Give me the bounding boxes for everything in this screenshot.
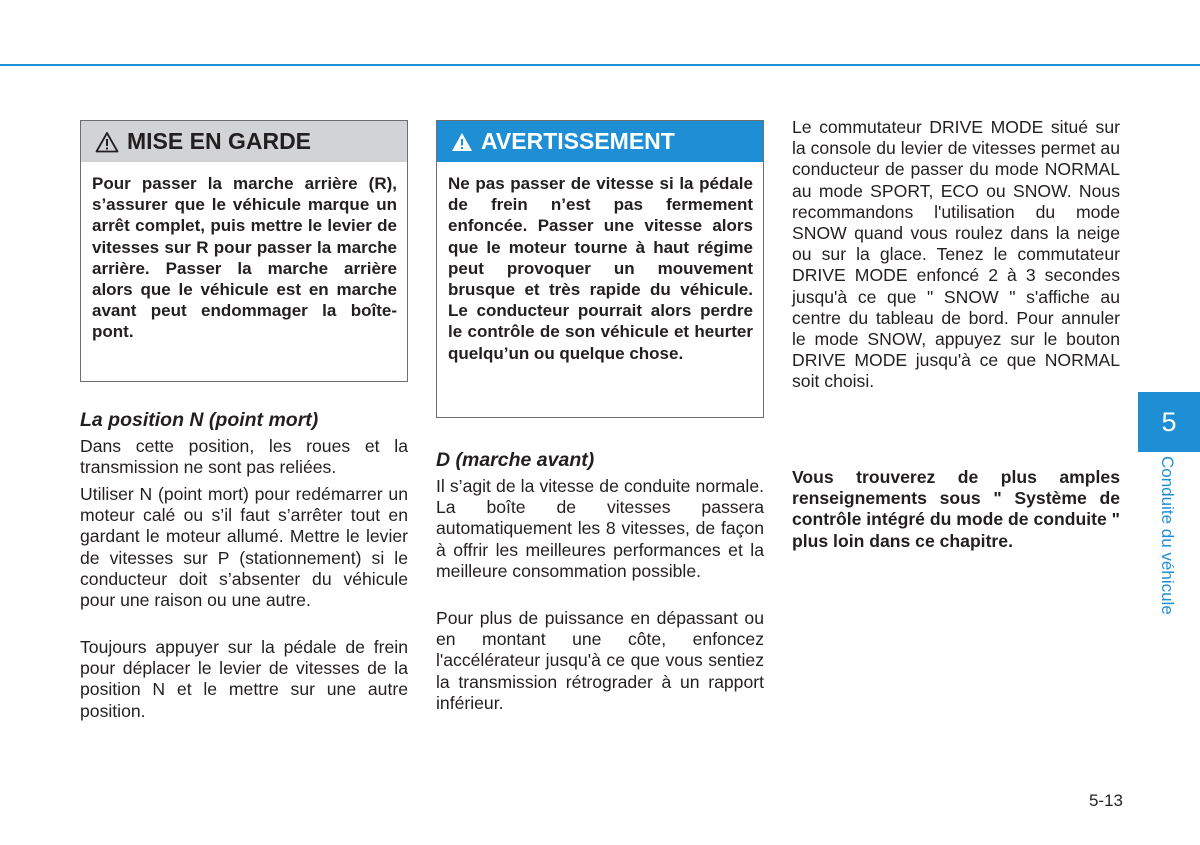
neutral-heading: La position N (point mort) xyxy=(80,409,319,431)
drive-heading: D (marche avant) xyxy=(436,449,595,471)
warning-text: Ne pas passer de vitesse si la pédale de frein n’est pas fermement enfoncée. Passer une vitesse alors que le moteur tourne à haut régime peut provoquer un mouvement brusque et très rapide du véhicule. Le conducteur pourrait alors perdre le contrôle de son véhicule et heurter quelqu’un ou quelque chose. xyxy=(448,174,753,363)
neutral-paragraph-1: Dans cette position, les roues et la transmission ne sont pas reliées. xyxy=(80,436,408,478)
caution-triangle-icon xyxy=(95,131,119,153)
chapter-tab xyxy=(1138,392,1200,452)
neutral-paragraph-2: Utiliser N (point mort) pour redémarrer un moteur calé ou s’il faut s’arrêter tout en gardant le moteur allumé. Mettre le levier de vitesses sur P (stationnement) si le conducteur doit s’absenter du véhicule pour une raison ou une autre. xyxy=(80,484,408,611)
top-rule xyxy=(0,64,1200,66)
caution-box xyxy=(80,120,408,382)
warning-title: AVERTISSEMENT xyxy=(481,128,675,154)
drive-mode-paragraph: Le commutateur DRIVE MODE situé sur la console du levier de vitesses permet au conducteur de passer du mode NORMAL au mode SPORT, ECO ou SNOW. Nous recommandons l'utilisation du mode SNOW quand vous roulez dans la neige ou sur la glace. Tenez le commutateur DRIVE MODE enfoncé 2 à 3 secondes jusqu'à ce que " SNOW " s'affiche au centre du tableau de bord. Pour annuler le mode SNOW, appuyez sur le bouton DRIVE MODE jusqu'à ce que NORMAL soit choisi. xyxy=(792,117,1120,392)
drive-mode-note: Vous trouverez de plus amples renseignements sous " Système de contrôle intégré du mode de conduite " plus loin dans ce chapitre. xyxy=(792,467,1120,551)
neutral-paragraph-3: Toujours appuyer sur la pédale de frein pour déplacer le levier de vitesses de la position N et le mettre sur une autre position. xyxy=(80,637,408,721)
warning-box xyxy=(436,120,764,418)
caution-text: Pour passer la marche arrière (R), s’assurer que le véhicule marque un arrêt complet, puis mettre le levier de vitesses sur R pour passer la marche arrière. Passer la marche arrière alors que le véhicule est en marche avant peut endommager la boîte-pont. xyxy=(92,174,397,342)
caution-title: MISE EN GARDE xyxy=(127,128,312,154)
warning-header xyxy=(437,121,763,162)
chapter-title: Conduite du véhicule xyxy=(1158,456,1177,615)
warning-triangle-icon xyxy=(451,132,473,152)
page-number: 5-13 xyxy=(1088,791,1123,810)
chapter-title-vertical xyxy=(1150,456,1184,636)
drive-paragraph-2: Pour plus de puissance en dépassant ou en montant une côte, enfoncez l'accélérateur jusqu'à ce que vous sentiez la transmission rétrograder à un rapport inférieur. xyxy=(436,608,764,713)
drive-paragraph-1: Il s’agit de la vitesse de conduite normale. La boîte de vitesses passera automatiquement les 8 vitesses, de façon à offrir les meilleures performances et la meilleure consommation possible. xyxy=(436,476,764,581)
caution-header xyxy=(81,121,407,162)
chapter-number: 5 xyxy=(1161,406,1177,437)
